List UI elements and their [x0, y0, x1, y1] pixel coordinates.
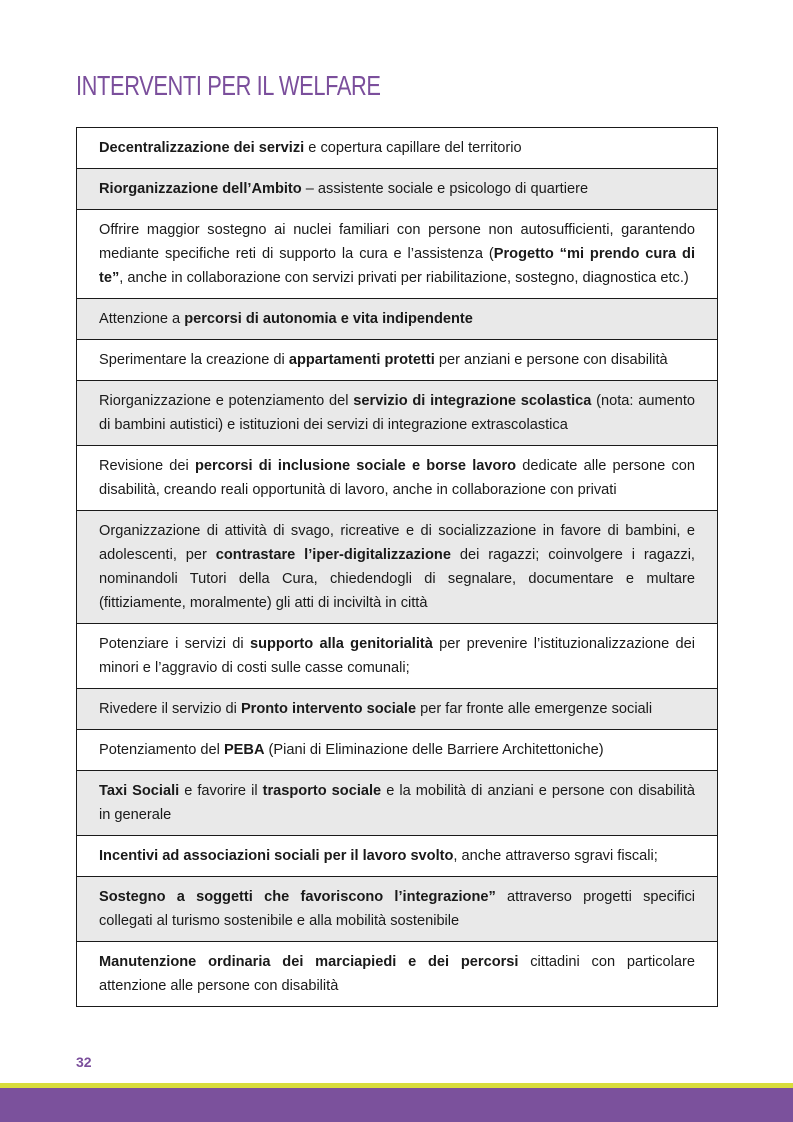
bold-text-segment: contrastare l’iper-digitalizzazione	[215, 547, 451, 563]
text-segment: (Piani di Eliminazione delle Barriere Architettoniche)	[264, 742, 604, 758]
table-cell	[77, 942, 718, 1007]
table-row	[77, 381, 718, 446]
bold-text-segment: Decentralizzazione dei servizi	[99, 140, 305, 156]
table-row	[77, 624, 718, 689]
table-cell	[77, 169, 718, 210]
table-cell	[77, 836, 718, 877]
table-row	[77, 511, 718, 624]
text-segment: Potenziare i servizi di	[99, 636, 250, 652]
table-cell	[77, 340, 718, 381]
text-segment: Potenziamento del	[99, 742, 224, 758]
table-cell	[77, 128, 718, 169]
text-segment: dei ragazzi; coinvolgere i ragazzi, nominandoli Tutori della Cura, chiedendogli di segnalare, documentare e multare (fittiziamente, moralmente) gli atti di inciviltà in città	[99, 547, 695, 611]
text-segment: – assistente sociale e psicologo di quartiere	[301, 181, 589, 197]
bold-text-segment: supporto alla genitorialità	[249, 636, 433, 652]
text-segment: Organizzazione di attività di svago, ricreative e di socializzazione in favore di bambini, e adolescenti, per	[99, 523, 695, 563]
page-number: 32	[76, 1054, 92, 1070]
table-cell	[77, 771, 718, 836]
text-segment: dedicate alle persone con disabilità, creando reali opportunità di lavoro, anche in collaborazione con privati	[99, 458, 696, 498]
text-segment: e la mobilità di anziani e persone con disabilità in generale	[99, 783, 695, 823]
text-segment: per far fronte alle emergenze sociali	[416, 701, 653, 717]
table-row	[77, 771, 718, 836]
bold-text-segment: servizio di integrazione scolastica	[353, 393, 592, 409]
table-cell	[77, 299, 718, 340]
bold-text-segment: Pronto intervento sociale	[240, 701, 417, 717]
bold-text-segment: appartamenti protetti	[288, 352, 435, 368]
text-segment: , anche in collaborazione con servizi privati per riabilitazione, sostegno, diagnostica etc.)	[119, 270, 689, 286]
table-row	[77, 299, 718, 340]
bold-text-segment: PEBA	[223, 742, 265, 758]
text-segment: Rivedere il servizio di	[99, 701, 241, 717]
table-row	[77, 689, 718, 730]
table-cell	[77, 210, 718, 299]
bold-text-segment: Taxi Sociali	[99, 783, 180, 799]
text-segment: per anziani e persone con disabilità	[434, 352, 668, 368]
text-segment: cittadini con particolare attenzione alle persone con disabilità	[99, 954, 695, 994]
text-segment: per prevenire l’istituzionalizzazione dei minori e l’aggravio di costi sulle casse comunali;	[99, 636, 695, 676]
table-row	[77, 128, 718, 169]
text-segment: e copertura capillare del territorio	[304, 140, 522, 156]
bold-text-segment: Progetto “mi prendo cura di te”	[99, 246, 695, 286]
table-cell	[77, 381, 718, 446]
table-cell	[77, 446, 718, 511]
welfare-interventions-table	[76, 127, 718, 1007]
bold-text-segment: Sostegno a soggetti che favoriscono l’integrazione”	[99, 889, 496, 905]
text-segment: Riorganizzazione e potenziamento del	[99, 393, 354, 409]
table-row	[77, 446, 718, 511]
footer-band	[0, 1088, 793, 1122]
bold-text-segment: Manutenzione ordinaria dei marciapiedi e dei percorsi	[99, 954, 519, 970]
bold-text-segment: percorsi di inclusione sociale e borse lavoro	[194, 458, 517, 474]
table-cell	[77, 511, 718, 624]
text-segment: attraverso progetti specifici collegati al turismo sostenibile e alla mobilità sostenibile	[99, 889, 695, 929]
bold-text-segment: percorsi di autonomia e vita indipendente	[184, 311, 473, 327]
table-row	[77, 169, 718, 210]
text-segment: , anche attraverso sgravi fiscali;	[453, 848, 658, 864]
page-title: INTERVENTI PER IL WELFARE	[76, 70, 381, 101]
text-segment: Attenzione a	[99, 311, 185, 327]
table-row	[77, 836, 718, 877]
bold-text-segment: trasporto sociale	[262, 783, 382, 799]
text-segment: Offrire maggior sostegno ai nuclei familiari con persone non autosufficienti, garantendo mediante specifiche reti di supporto la cura e l’assistenza (	[99, 222, 695, 262]
text-segment: e favorire il	[179, 783, 263, 799]
table-row	[77, 210, 718, 299]
table-cell	[77, 624, 718, 689]
bold-text-segment: Riorganizzazione dell’Ambito	[99, 181, 302, 197]
table-cell	[77, 877, 718, 942]
text-segment: Sperimentare la creazione di	[99, 352, 289, 368]
table-row	[77, 942, 718, 1007]
text-segment: Revisione dei	[99, 458, 195, 474]
text-segment: (nota: aumento di bambini autistici) e istituzioni dei servizi di integrazione extrascolastica	[99, 393, 695, 433]
table-body	[77, 128, 718, 1007]
table-cell	[77, 689, 718, 730]
table-cell	[77, 730, 718, 771]
bold-text-segment: Incentivi ad associazioni sociali per il lavoro svolto	[99, 848, 454, 864]
table-row	[77, 730, 718, 771]
table-row	[77, 877, 718, 942]
table-row	[77, 340, 718, 381]
